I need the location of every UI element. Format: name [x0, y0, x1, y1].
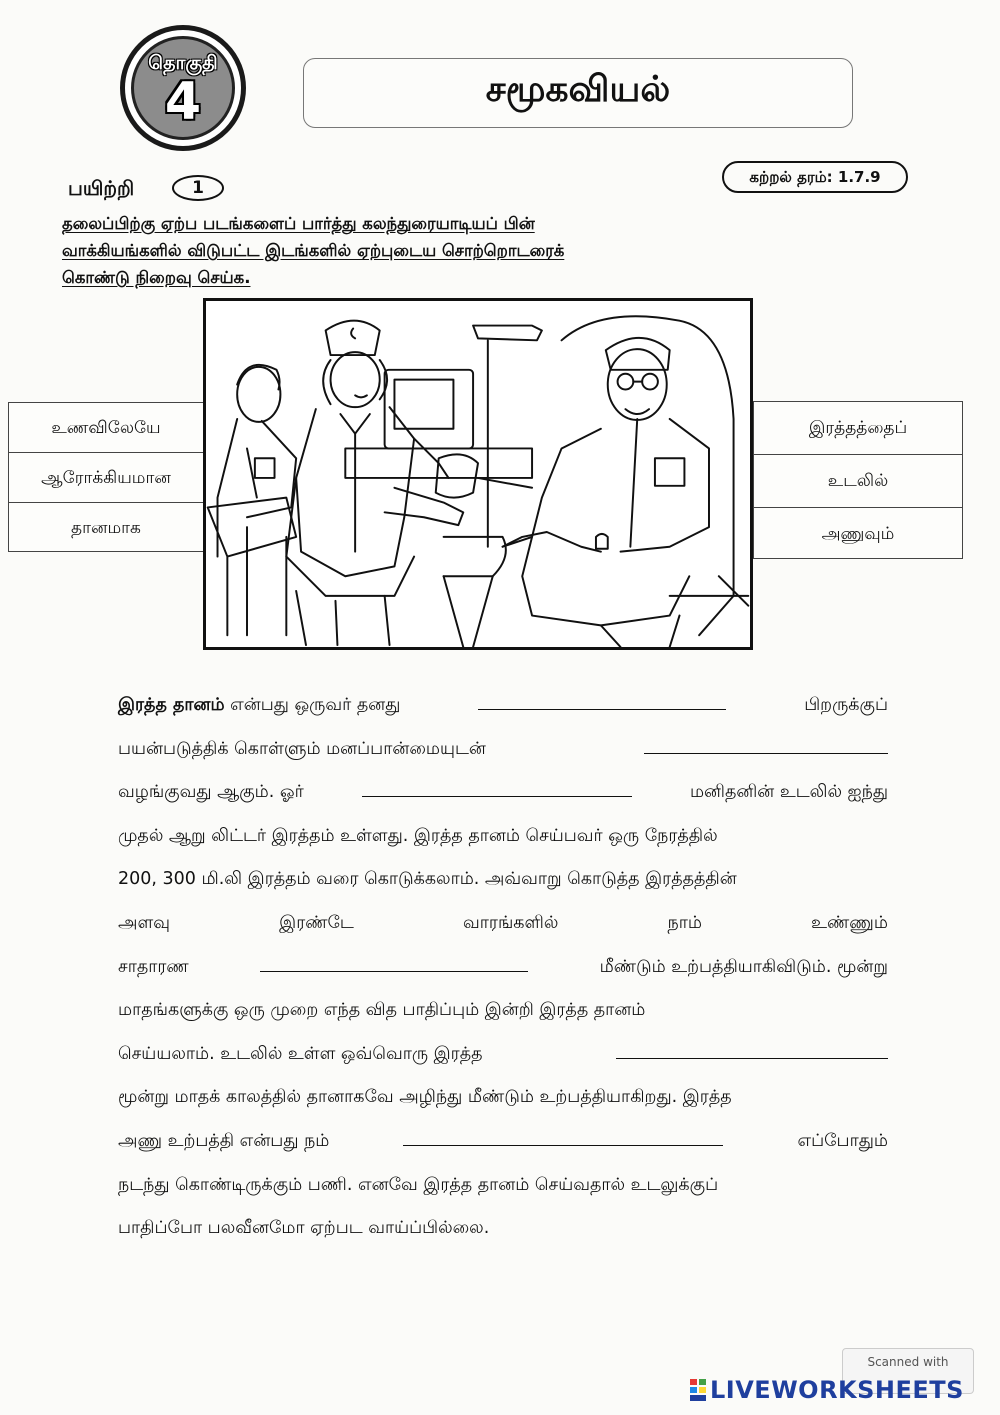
- passage-line: [118, 946, 888, 990]
- answer-blank-2[interactable]: [644, 733, 888, 754]
- word-option[interactable]: அணுவும்: [821, 524, 895, 544]
- passage-line: [118, 902, 888, 946]
- text-fragment: வழங்குவது ஆகும். ஓர்: [118, 782, 304, 803]
- text-fragment: [118, 684, 400, 728]
- text-fragment: சாதாரண: [118, 956, 189, 977]
- exercise-number: 1: [172, 175, 224, 201]
- instruction-line: கொண்டு நிறைவு செய்க.: [62, 268, 251, 287]
- text-fragment: அளவு: [118, 912, 170, 933]
- unit-badge: [120, 25, 246, 151]
- brand-name: LIVEWORKSHEETS: [710, 1376, 964, 1404]
- instruction-line: வாக்கியங்களில் விடுபட்ட இடங்களில் ஏற்புடைய சொற்றொடரைக்: [62, 241, 565, 260]
- monitor-screen: [394, 380, 453, 429]
- text-fragment: மாதங்களுக்கு ஒரு முறை எந்த வித பாதிப்பும் இன்றி இரத்த தானம்: [118, 1000, 646, 1021]
- passage-line: [118, 858, 888, 902]
- text-fragment: என்பது ஒருவர் தனது: [230, 695, 401, 715]
- passage-line: [118, 1120, 888, 1164]
- passage-line: [118, 1207, 888, 1251]
- text-fragment: அணு உற்பத்தி என்பது நம்: [118, 1130, 330, 1151]
- text-fragment: இரண்டே: [279, 912, 354, 933]
- scanned-stamp: Scanned with: [842, 1348, 974, 1394]
- subject-title-box: [303, 58, 853, 128]
- left-chair: [208, 498, 296, 636]
- answer-blank-1[interactable]: [478, 689, 726, 710]
- man-figure: [503, 338, 709, 626]
- subject-title: சமூகவியல்: [485, 69, 671, 110]
- answer-blank-5[interactable]: [616, 1038, 888, 1059]
- answer-blank-3[interactable]: [362, 776, 632, 797]
- word-option[interactable]: உடலில்: [754, 455, 962, 508]
- passage-line: [118, 771, 888, 815]
- passage-line: [118, 684, 888, 728]
- text-fragment: பாதிப்போ பலவீனமோ ஏற்பட வாய்ப்பில்லை.: [118, 1218, 490, 1239]
- word-option[interactable]: உணவிலேயே: [9, 403, 203, 453]
- passage-line: [118, 1033, 888, 1077]
- unit-number: 4: [164, 72, 202, 132]
- nurse-figure: [286, 321, 463, 596]
- answer-blank-4[interactable]: [260, 951, 528, 972]
- exercise-label: பயிற்றி: [68, 176, 135, 200]
- stool: [296, 591, 389, 645]
- text-fragment: மனிதனின் உடலில் ஐந்து: [689, 782, 888, 803]
- unit-label: தொகுதி: [148, 52, 218, 74]
- boy-figure: [218, 365, 297, 557]
- blood-bag: [436, 454, 478, 497]
- passage-line: [118, 1164, 888, 1208]
- word-option[interactable]: தானமாக: [71, 518, 141, 538]
- word-option[interactable]: இரத்தத்தைப்: [754, 402, 962, 455]
- blood-donation-illustration: [203, 298, 753, 650]
- text-fragment: செய்யலாம். உடலில் உள்ள ஒவ்வொரு இரத்த: [118, 1043, 483, 1064]
- text-fragment: நாம்: [667, 912, 702, 933]
- text-fragment: உண்ணும்: [811, 912, 888, 933]
- liveworksheets-icon: [690, 1379, 706, 1401]
- brand-logo: [690, 1376, 964, 1404]
- text-fragment: வாரங்களில்: [463, 912, 559, 933]
- text-fragment: எப்போதும்: [797, 1130, 888, 1151]
- word-bank-right: [753, 401, 963, 559]
- text-fragment: பயன்படுத்திக் கொள்ளும் மனப்பான்மையுடன்: [118, 738, 486, 759]
- key-phrase: இரத்த தானம்: [118, 695, 225, 715]
- text-fragment: மூன்று மாதக் காலத்தில் தானாகவே அழிந்து மீண்டும் உற்பத்தியாகிறது. இரத்த: [118, 1087, 732, 1108]
- passage-line: [118, 989, 888, 1033]
- instruction-line: தலைப்பிற்கு ஏற்ப படங்களைப் பார்த்து கலந்துரையாடியப் பின்: [62, 214, 535, 233]
- text-fragment: 200, 300 மி.லி இரத்தம் வரை கொடுக்கலாம். அவ்வாறு கொடுத்த இரத்தத்தின்: [118, 869, 737, 890]
- text-fragment: முதல் ஆறு லிட்டர் இரத்தம் உள்ளது. இரத்த தானம் செய்பவர் ஒரு நேரத்தில்: [118, 825, 718, 846]
- chart-board: [473, 326, 542, 341]
- learning-standard: கற்றல் தரம்: 1.7.9: [722, 161, 908, 193]
- text-fragment: பிறருக்குப்: [804, 695, 888, 715]
- answer-blank-6[interactable]: [403, 1125, 723, 1146]
- monitor-shape: [385, 370, 473, 449]
- instruction: [62, 210, 762, 291]
- word-bank-left: [8, 402, 204, 552]
- passage-line: [118, 815, 888, 859]
- text-fragment: நடந்து கொண்டிருக்கும் பணி. எனவே இரத்த தானம் செய்வதால் உடலுக்குப்: [118, 1174, 719, 1195]
- word-option[interactable]: ஆரோக்கியமான: [9, 453, 203, 503]
- passage-line: [118, 1076, 888, 1120]
- passage-line: [118, 728, 888, 772]
- text-fragment: மீண்டும் உற்பத்தியாகிவிடும். மூன்று: [599, 956, 888, 977]
- passage: [118, 684, 888, 1251]
